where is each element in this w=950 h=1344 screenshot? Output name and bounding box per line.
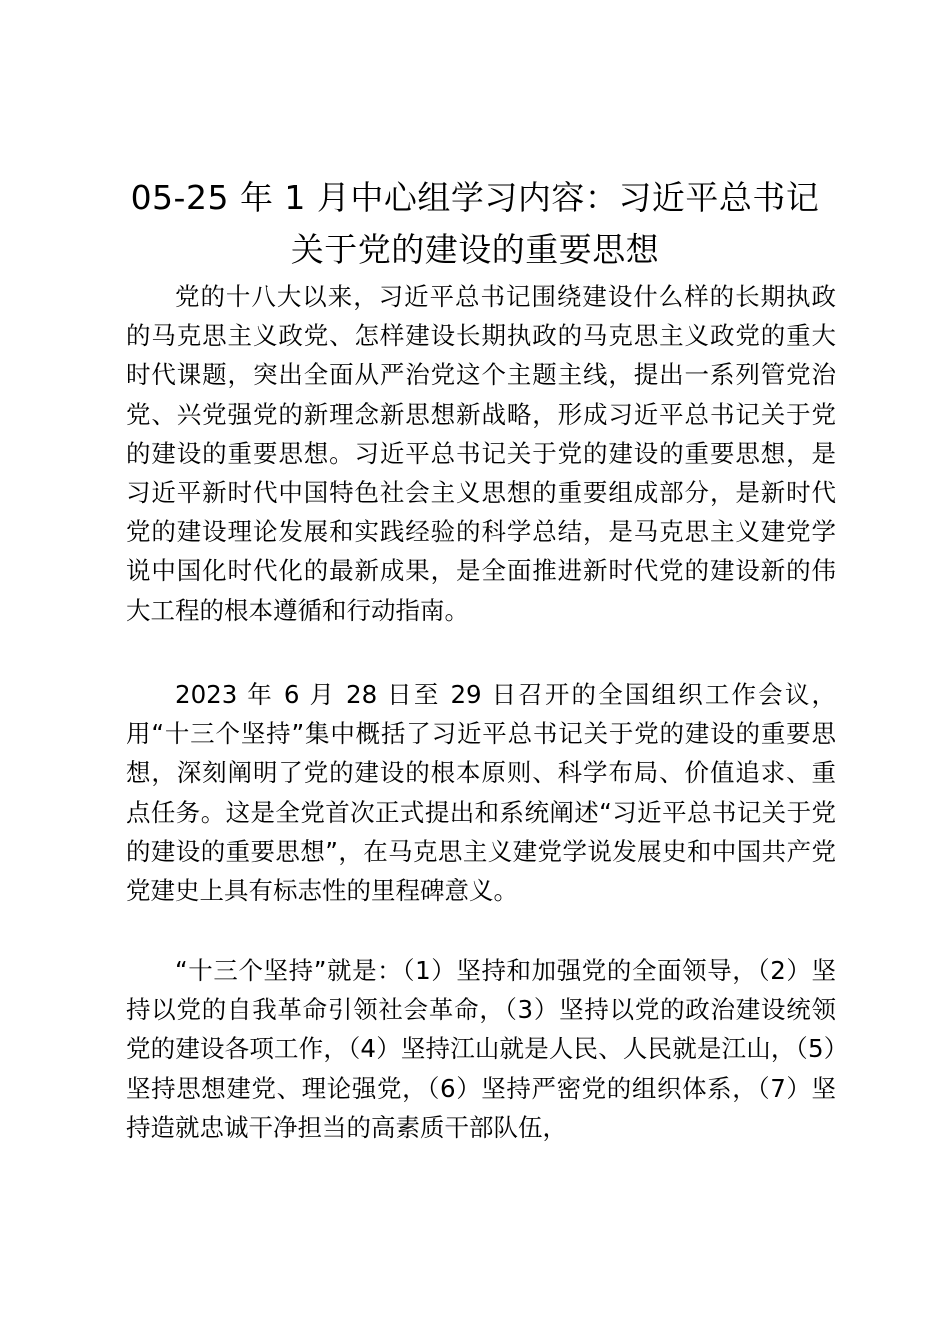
paragraph-thirteen-persistences: “十三个坚持”就是：（1）坚持和加强党的全面领导，（2）坚持以党的自我革命引领社会革命，（3）坚持以党的政治建设统领党的建设各项工作，（4）坚持江山就是人民、人民就是江山，（5）坚持思想建党、理论强党，（6）坚持严密党的组织体系，（7）坚持造就忠诚干净担当的高素质干部队伍， [126, 956, 836, 1142]
document-title: 05-25 年 1 月中心组学习内容：习近平总书记关于党的建设的重要思想 [130, 178, 820, 269]
paragraph-conference: 2023 年 6 月 28 日至 29 日召开的全国组织工作会议，用“十三个坚持”集中概括了习近平总书记关于党的建设的重要思想，深刻阐明了党的建设的根本原则、科学布局、价值追求、重点任务。这是全党首次正式提出和系统阐述“习近平总书记关于党的建设的重要思想”，在马克思主义建党学说发展史和中国共产党党建史上具有标志性的里程碑意义。 [126, 680, 836, 906]
paragraph-intro: 党的十八大以来，习近平总书记围绕建设什么样的长期执政的马克思主义政党、怎样建设长期执政的马克思主义政党的重大时代课题，突出全面从严治党这个主题主线，提出一系列管党治党、兴党强党的新理念新思想新战略，形成习近平总书记关于党的建设的重要思想。习近平总书记关于党的建设的重要思想，是习近平新时代中国特色社会主义思想的重要组成部分，是新时代党的建设理论发展和实践经验的科学总结，是马克思主义建党学说中国化时代化的最新成果，是全面推进新时代党的建设新的伟大工程的根本遵循和行动指南。 [126, 282, 836, 625]
